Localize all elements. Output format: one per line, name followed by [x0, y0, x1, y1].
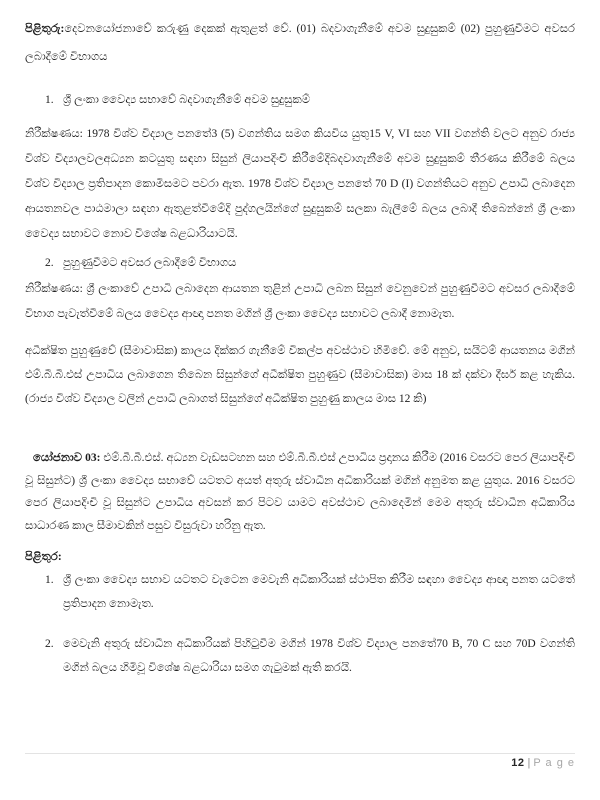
- list-item-1: [45, 89, 575, 111]
- answer-item-number: 1.: [45, 574, 54, 586]
- observation-paragraph-1: නිරීක්ෂණය: 1978 විශ්ව විද්‍යාල පනතේ3 (5) වගන්තිය සමග කියවිය යුතු15 V, VI සහ VII වගන්ති වලට අනුව රාජ්‍ය විශ්ව විද්‍යාලවලඅධ්‍යන කටයුතු සඳහා සිසුන් ලියාපදිංචි කිරීමේදිබදවාගැනීමේ අවම සුදුසුකම් තීරණය කිරීමේ බලය විශ්ව විද්‍යාල ප්‍රතිපාදන කොමිසමට පවරා ඇත. 1978 විශ්ව විද්‍යාල පනතේ 70 D (I) වගන්තියට අනුව උපාධි ලබාදෙන ආයතනවල පාඨමාලා සඳහා ඇතුළත්වීමේදි පුද්ගලයින්ගේ සුදුසුකම් සලකා බැලීමේ බලය ලබාදී තිබෙන්නේ ශ්‍රී ලංකා වෛද්‍ය සභාවට නොව විශේෂ බළධාරියාටයි.: [25, 128, 575, 240]
- list-item-text: පුහුණුවීමට අවසර ලබාදීමේ විභාගය: [63, 257, 237, 269]
- proposal-lead: යෝජනාව 03:: [33, 452, 101, 464]
- answer-item-1: [45, 568, 575, 616]
- intro-lead: පිළිතුරු:: [25, 23, 65, 35]
- internship-paragraph: අධීක්ෂිත පුහුණුවේ (සීමාවාසික) කාලය දික්කර ගැනීමේ විකල්ප අවස්ථාව හිමිවේ. මේ අනුව, සයිටම් ආයතනය මගින් එම්.බී.බී.එස් උපාධිය ලබාගෙන තිබෙන සිසුන්ගේ අධීක්ෂිත පුහුණුව (සීමාවාසික) මාස 18 ක් දක්වා දීර්ඝ කළ හැකිය. (රාජ්‍ය විශ්ව විද්‍යාල වලින් උපාධි ලබාගත් සිසුන්ගේ අධීක්ෂිත පුහුණු කාලය මාස 12 කි): [25, 345, 575, 405]
- observation-paragraph-2: නිරීක්ෂණය: ශ්‍රී ලංකාවේ උපාධි ලබාදෙන ආයතන තුළින් උපාධි ලබන සිසුන් වෙනුවෙන් පුහුණුවීමට අවසර ලබාදීමේ විභාග පැවැත්වීමේ බලය වෛද්‍ය ආඥා පනත මගින් ශ්‍රී ලංකා වෛද්‍ය සභාවට ලබාදී නොමැත.: [25, 283, 575, 320]
- footer-separator: |: [527, 757, 531, 769]
- list-item-number: 1.: [45, 94, 54, 106]
- page-number: 12: [511, 757, 525, 769]
- list-item-2: [45, 252, 575, 274]
- list-item-number: 2.: [45, 257, 54, 269]
- proposal-paragraph: [25, 447, 575, 537]
- list-item-text: ශ්‍රී ලංකා වෛද්‍ය සභාවේ බදවාගැනීමේ අවම සුදුසුකම්: [63, 94, 311, 106]
- proposal-text: එම්.බී.බී.එස්. අධ්‍යන වැඩසටහන සහ එම්.බී.බී.එස් උපාධිය ප්‍රදානය කිරීම (2016 වසරට පෙර ලියාපදිංචි වූ සිසුන්ට) ශ්‍රී ලංකා වෛද්‍ය සභාවේ යටතට අයත් අතුරු ස්වාධීන අධිකාරියක් මගින් අනුමත කළ යුතුය. 2016 වසරට පෙර ලියාපදිංචි වූ සිසුන්ට උපාධිය අවසන් කර පිටව යාමට අවස්ථාව ලබාදෙමින් මෙම අතුරු ස්වාධීන අධිකාරිය සාධාරණ කාල සීමාවකින් පසුව විසුරුවා හරිනු ඇත.: [25, 452, 575, 532]
- intro-text: දෙවනයෝජනාවේ කරුණු දෙකක් ඇතුළත් වේ. (01) බදවාගැනීමේ අවම සුදුසුකම් (02) පුහුණුවීමට අවසර ලබාදීමේ විභාගය: [25, 23, 575, 63]
- page-footer: [25, 753, 575, 769]
- intro-paragraph: [25, 15, 575, 71]
- answer-item-text: ශ්‍රී ලංකා වෛද්‍ය සභාව යටතට වැටෙන මෙවැනි අධිකාරියක් ස්ථාපිත කිරීම සඳහා වෛද්‍ය ආඥා පනත යටතේ ප්‍රතිපාදන නොමැත.: [63, 574, 575, 610]
- answer-item-2: [45, 632, 575, 680]
- answer-item-number: 2.: [45, 638, 54, 650]
- answer-item-text: මෙවැනි අතුරු ස්වාධීන අධිකාරියක් පිහිටුවීම මගින් 1978 විශ්ව විද්‍යාල පනතේ70 B, 70 C සහ 70D වගන්ති මගින් බලය හිමිවූ විශේෂ බළධාරියා සමග ගැටුමක් ඇති කරයි.: [63, 638, 575, 674]
- footer-page-label: P a g e: [533, 757, 575, 769]
- answer-heading: පිළිතුර:: [25, 551, 62, 563]
